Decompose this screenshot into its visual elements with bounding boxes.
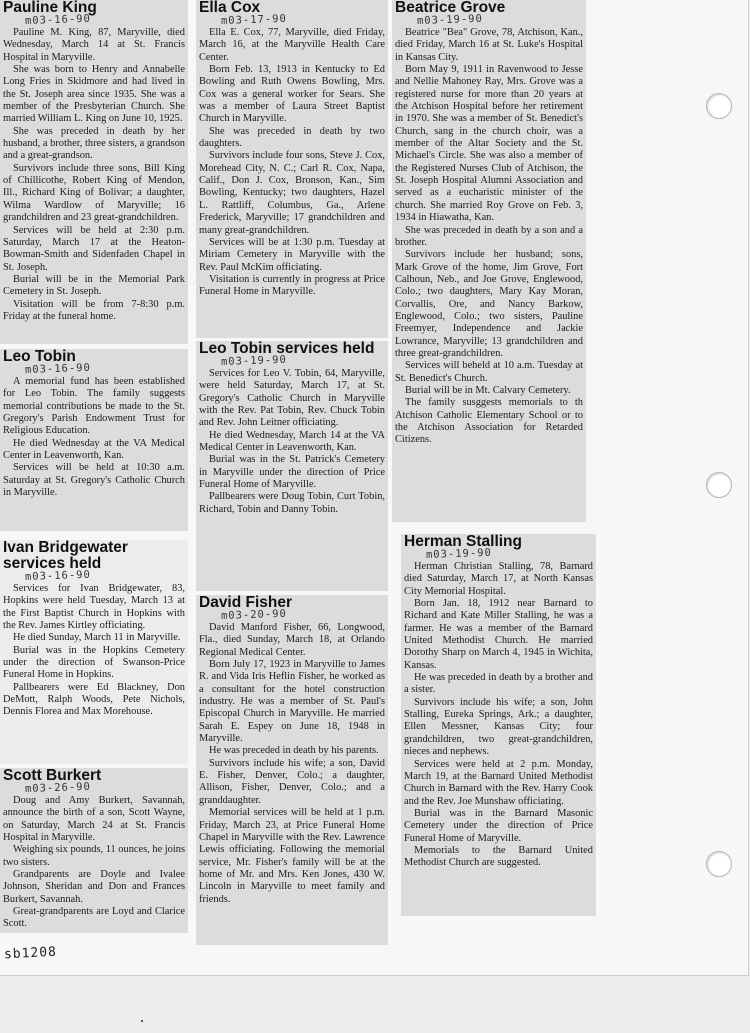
paragraph: He was preceded in death by a brother and a sister. xyxy=(404,672,593,696)
paragraph: Memorials to the Barnard United Methodist Church are suggested. xyxy=(404,844,593,869)
paragraph: David Manford Fisher, 66, Longwood, Fla., died Sunday, March 18, at Orlando Regional Medical Center. xyxy=(199,622,385,658)
paragraph: Pallbearers were Doug Tobin, Curt Tobin, Richard, Tobin and Danny Tobin. xyxy=(199,491,385,515)
birth-announcement-burkert xyxy=(0,768,188,933)
paragraph: Services for Leo V. Tobin, 64, Maryville, were held Saturday, March 17, at St. Gregory's Catholic Church in Maryville with the Rev. Pat Tobin, Rev. Chuck Tobin and Rev. John Leitner officiating. xyxy=(199,368,385,429)
paragraph: Great-grandparents are Loyd and Clarice Scott. xyxy=(3,906,185,930)
paragraph: Services will be held at 2:30 p.m. Saturday, March 17 at the Heaton-Bowman-Smith and Sidenfaden Chapel in St. Joseph. xyxy=(3,224,185,273)
obituary-clipping-cox xyxy=(196,0,388,338)
clipping-body xyxy=(3,795,185,931)
handwritten-date: m03-26-90 xyxy=(24,780,92,795)
clipping-body xyxy=(199,622,385,906)
paragraph: She was born to Henry and Annabelle Long Fries in Skidmore and had lived in the St. Joseph area since 1935. She was a member of the Presbyterian Church. She married William L. King on June 10, 1925. xyxy=(3,64,185,125)
handwritten-date: m03-20-90 xyxy=(220,607,288,622)
handwritten-date: m03-19-90 xyxy=(425,546,493,561)
paragraph: Services will be at 1:30 p.m. Tuesday at Miriam Cemetery in Maryville with the Rev. Paul McKim officiating. xyxy=(199,236,385,273)
paragraph: Survivors include his wife; a son, John Stalling, Eureka Springs, Ark.; a daughter, Ellen Messner, Kansas City; four grandchildren, two great-grandchildren, nieces and nephews. xyxy=(404,696,593,758)
paragraph: He was preceded in death by his parents. xyxy=(209,745,379,757)
obituary-clipping-king xyxy=(0,0,188,344)
clipping-title: Herman Stalling xyxy=(404,534,522,550)
paragraph: Survivors include three sons, Bill King of Chillicothe, Robert King of Mendon, Ill., Richard King of Bolivar; a daughter, Wilma Wardlow of Maryville; 16 grandchildren and 23 great-grandchildren. xyxy=(3,162,185,224)
paragraph: Herman Christian Stalling, 78, Barnard died Saturday, March 17, at North Kansas City Memorial Hospital. xyxy=(404,561,593,597)
binder-hole-icon xyxy=(706,851,732,877)
paragraph: Grandparents are Doyle and Ivalee Johnson, Sheridan and Don and Frances Burkert, Savannah. xyxy=(3,869,185,905)
obituary-clipping-stalling xyxy=(401,534,596,916)
paragraph: Born Feb. 13, 1913 in Kentucky to Ed Bowling and Ruth Owens Bowling, Mrs. Cox was a general worker for Sears. She was a member of Laura Street Baptist Church in Maryville. xyxy=(199,64,385,125)
handwritten-date: m03-16-90 xyxy=(24,12,92,27)
handwritten-page-number: sb1208 xyxy=(3,944,58,963)
paragraph: Survivors include four sons, Steve J. Cox, Morehead City, N. C.; Carl R. Cox, Napa, Calif., Don J. Cox, Bronson, Kan., Sim Bowling, Kentucky; two daughters, Hazel L. Rattliff, Columbus, Ga., Arlene Frederick, Maryville; 17 grandchildren and many great-grandchildren. xyxy=(199,150,385,236)
paragraph: Born July 17, 1923 in Maryville to James R. and Vida Iris Heflin Fisher, he worked as a consultant for the hotel construction industry. He was a member of St. Paul's Episcopal Church in Maryville. He married Sarah E. Espey on June 18, 1948 in Maryville. xyxy=(199,659,385,745)
clipping-body xyxy=(404,561,593,870)
handwritten-date: m03-16-90 xyxy=(24,361,92,376)
paragraph: Services will be held at 10:30 a.m. Saturday at St. Gregory's Catholic Church in Maryville. xyxy=(3,462,185,499)
handwritten-date: m03-19-90 xyxy=(416,12,484,27)
handwritten-date: m03-19-90 xyxy=(220,353,288,368)
clipping-title: Ella Cox xyxy=(199,0,261,16)
paragraph: He died Wednesday at the VA Medical Center in Leavenworth, Kan. xyxy=(3,437,185,462)
clipping-title: Beatrice Grove xyxy=(395,0,506,16)
paragraph: Ella E. Cox, 77, Maryville, died Friday, March 16, at the Maryville Health Care Center. xyxy=(199,27,385,63)
paragraph: Memorial services will be held at 1 p.m. Friday, March 23, at Price Funeral Home Chapel in Maryville with the Rev. Lawrence Lewis officiating. Following the memorial service, Mr. Fisher's family will be at the home of Mr. and Mrs. Ken Jones, 430 W. Lincoln in Maryville to meet family and friends. xyxy=(199,807,385,905)
clipping-body xyxy=(3,583,185,719)
clipping-body xyxy=(395,27,583,447)
clipping-body xyxy=(3,27,185,323)
clipping-title: Ivan Bridgewater services held xyxy=(3,540,128,572)
paragraph: Pallbearers were Ed Blackney, Don DeMott, Ralph Woods, Pete Nichols, Dennis Florea and Max Morehouse. xyxy=(3,681,185,718)
obituary-clipping-tobin-services xyxy=(196,341,388,591)
paragraph: Services will beheld at 10 a.m. Tuesday at St. Benedict's Church. xyxy=(395,360,583,384)
paragraph: He died Wednesday, March 14 at the VA Medical Center in Leavenworth, Kan. xyxy=(199,429,385,454)
clipping-title: Leo Tobin services held xyxy=(199,341,375,357)
paragraph: Doug and Amy Burkert, Savannah, announce the birth of a son, Scott Wayne, on Saturday, March 24 at St. Francis Hospital in Maryville. xyxy=(3,795,185,844)
obituary-clipping-bridgewater xyxy=(0,540,188,764)
obituary-clipping-fisher xyxy=(196,595,388,945)
clipping-body xyxy=(199,368,385,516)
obituary-clipping-grove xyxy=(392,0,586,522)
paragraph: A memorial fund has been established for Leo Tobin. The family suggests memorial contributions be made to the St. Gregory's Parish Endowment Trust for Religious Education. xyxy=(3,376,185,437)
paragraph: She was preceded in death by a son and a brother. xyxy=(395,224,583,248)
paragraph: She was preceded in death by two daughters. xyxy=(199,125,385,150)
clipping-title: Scott Burkert xyxy=(3,768,102,784)
paragraph: Weighing six pounds, 11 ounces, he joins two sisters. xyxy=(3,844,185,868)
clipping-title: Leo Tobin xyxy=(3,349,76,365)
paragraph: Beatrice "Bea" Grove, 78, Atchison, Kan., died Friday, March 16 at St. Luke's Hospital in Kansas City. xyxy=(395,27,583,63)
paragraph: She was preceded in death by her husband, a brother, three sisters, a grandson and a great-grandson. xyxy=(3,125,185,162)
handwritten-date: m03-17-90 xyxy=(220,12,288,27)
paragraph: Burial will be in the Memorial Park Cemetery in St. Joseph. xyxy=(3,273,185,298)
paragraph: Visitation will be from 7-8:30 p.m. Friday at the funeral home. xyxy=(3,298,185,322)
scan-speck xyxy=(141,1020,143,1022)
paragraph: He died Sunday, March 11 in Maryville. xyxy=(13,632,181,644)
handwritten-date: m03-16-90 xyxy=(24,568,92,583)
paragraph: Visitation is currently in progress at Price Funeral Home in Maryville. xyxy=(199,273,385,298)
paragraph: Services were held at 2 p.m. Monday, March 19, at the Barnard United Methodist Church in Barnard with the Rev. Harry Cook and the Rev. Joe Munshaw officiating. xyxy=(404,758,593,807)
obituary-clipping-tobin-fund xyxy=(0,349,188,531)
clipping-body xyxy=(3,376,185,499)
paragraph: Burial will be in Mt. Calvary Cemetery. xyxy=(405,384,571,396)
paragraph: Services for Ivan Bridgewater, 83, Hopkins were held Tuesday, March 13 at the First Baptist Church in Hopkins with the Rev. James Kirtley officiating. xyxy=(3,583,185,632)
paragraph: Born May 9, 1911 in Ravenwood to Jesse and Nellie Mahoney Ray, Mrs. Grove was a registered nurse for more than 20 years at the Atchison Hospital before her retirement in 1970. She was a member of St. Benedict's Church, sang in the church choir, was a member of the Altar Society and the St. Michael's Circle. She was also a member of the Registered Nurses Club of Atchison, the St. Joseph Hospital Alumni Association and served as a eucharistic minister of the church. She married Roy Grove on Feb. 3, 1934 in Hiawatha, Kan. xyxy=(395,64,583,224)
binder-hole-icon xyxy=(706,472,732,498)
paragraph: Burial was in the Barnard Masonic Cemetery under the direction of Price Funeral Home of Maryville. xyxy=(404,807,593,844)
paragraph: The family susggests memorials to th Atchison Catholic Elementary School or to the Atchison Association for Retarded Citizens. xyxy=(395,397,583,446)
clipping-body xyxy=(199,27,385,299)
paragraph: Survivors include her husband; sons, Mark Grove of the home, Jim Grove, Fort Calhoun, Neb., and Joe Grove, Englewood, Colo.; two daughters, Mary Kay Moran, Corvallis, Ore, and Nancy Barkow, Englewood, Colo.; two sisters, Pauline Freemyer, Independence and Jackie Lowrance, Maryville; 13 grandchildren and three great-grandchildren. xyxy=(395,249,583,359)
paragraph: Born Jan. 18, 1912 near Barnard to Richard and Kate Miller Stalling, he was a farmer. He was a member of the Barnard United Methodist Church. He married Dorothy Sharp on March 4, 1945 in Wichita, Kansas. xyxy=(404,598,593,671)
binder-hole-icon xyxy=(706,93,732,119)
clipping-title: David Fisher xyxy=(199,595,293,611)
paragraph: Burial was in the Hopkins Cemetery under the direction of Swanson-Price Funeral Home in Hopkins. xyxy=(3,644,185,681)
paragraph: Burial was in the St. Patrick's Cemetery in Maryville under the direction of Price Funeral Home of Maryville. xyxy=(199,454,385,491)
paragraph: Survivors include his wife; a son, David E. Fisher, Denver, Colo.; a daughter, Allison, Fisher, Denver, Colo.; and a granddaughter. xyxy=(199,757,385,806)
paragraph: Pauline M. King, 87, Maryville, died Wednesday, March 14 at St. Francis Hospital in Maryville. xyxy=(3,27,185,63)
clipping-title: Pauline King xyxy=(3,0,97,16)
